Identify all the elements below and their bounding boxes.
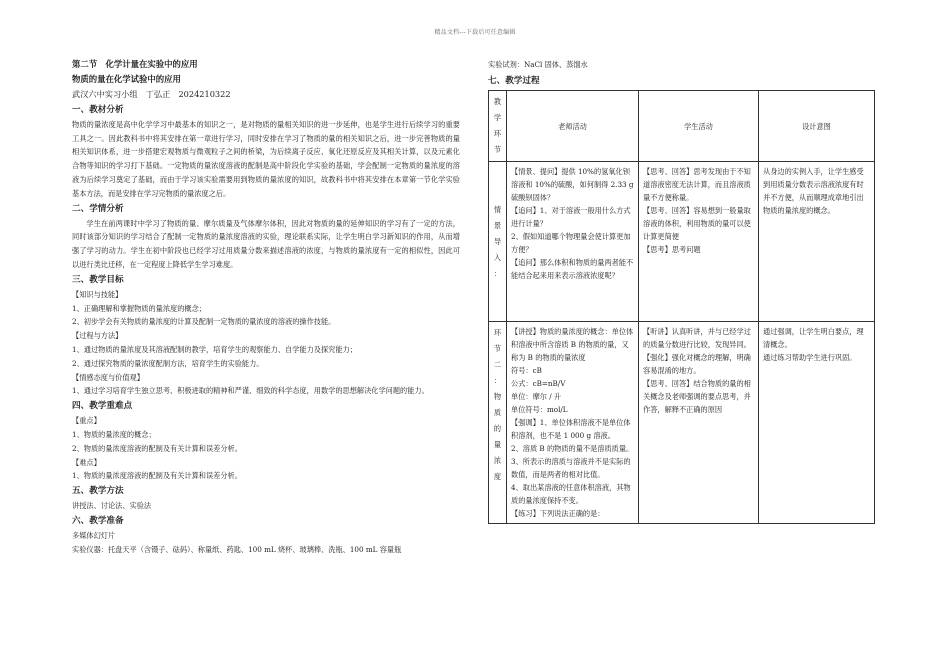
difficulty-item-1: 1、物质的量浓度溶液的配制及有关计算和误差分析。: [72, 471, 242, 481]
heading-key-points: 四、教学重难点: [72, 401, 133, 412]
learner-analysis-paragraph: 学生在前两课时中学习了物质的量、摩尔质量及气体摩尔体积，因此对物质的量的延伸知识的学习有了一定的方法，同时该部分知识的学习结合了配制一定物质的量浓度溶液的实验，理论联系实际，让学生明白学习新知识的作用，从而增强了学习的动力。学生在初中阶段也已经学习过用质量分数来描述溶液的浓度，与物质的量浓度有一定的相似性，因此可以进行类比迁移，在一定程度上降低学生学习难度。: [72, 218, 460, 269]
key-point-item-2: 2、物质的量浓度溶液的配制及有关计算和误差分析。: [72, 443, 242, 453]
goal-knowledge-item-2: 2、初步学会有关物质的量浓度的计算及配制一定物质的量浓度的溶液的操作技能。: [72, 317, 336, 327]
table-row: [489, 322, 875, 524]
student-line: 【强化】强化对概念的理解，明确容易混淆的地方。: [643, 353, 751, 375]
teacher-line: 2、溶质 B 的物质的量不是溶质质量。: [511, 444, 634, 453]
teacher-line: 【强调】1、单位体积溶液不是单位体积溶剂，也不是 1 000 g 溶液。: [511, 418, 631, 440]
header-stage: 教学环节: [489, 91, 507, 162]
teacher-line: 【讲授】物质的量浓度的概念：单位体积溶液中所含溶质 B 的物质的量，又称为 B 的物质的量浓度: [511, 327, 634, 362]
teacher-line: 【情景、提问】提供 10%的氢氧化钡溶液和 10%的硫酸，如何制得 2.33 g 硫酸钡固体？: [511, 167, 634, 202]
difficulty-label: 【难点】: [72, 457, 101, 467]
teacher-line: 2、假如知道哪个物理量会使计算更加方便？: [511, 232, 631, 254]
student-line: 【思考、回答】容易想到一般量取溶液的体积，利用物质的量可以使计算更简便: [643, 206, 751, 241]
lesson-title: 物质的量在化学试验中的应用: [72, 74, 181, 84]
design-line: 通过强调，让学生明白要点，理清概念。: [763, 327, 864, 349]
teacher-line: 【追问】1、对于溶液一般用什么方式进行计量？: [511, 206, 631, 228]
goal-process-label: 【过程与方法】: [72, 331, 123, 341]
goal-attitude-label: 【情感态度与价值观】: [72, 372, 144, 382]
teaching-process-table: [488, 90, 875, 524]
key-point-item-1: 1、物质的量浓度的概念；: [72, 429, 156, 439]
goal-attitude-item-1: 1、通过学习培育学生独立思考、积极进取的精神和严谨、细致的科学态度，用数学的思想解决化学问题的能力。: [72, 386, 429, 396]
teaching-methods-text: 讲授法、讨论法、实验法: [72, 501, 152, 511]
teacher-line: 单位：摩尔 / 升: [511, 392, 562, 401]
teacher-activity-cell: [507, 162, 639, 322]
section-title: 第二节 化学计量在实验中的应用: [72, 59, 198, 69]
teacher-activity-cell: [507, 322, 639, 524]
teacher-line: 3、所表示的溶质与溶液并不是实际的数值，而是两者的相对比值。: [511, 457, 631, 479]
teacher-line: 公式：cB=nB/V: [511, 379, 566, 388]
header-teacher-activity: 老师活动: [507, 91, 639, 162]
student-line: 【思考、回答】思考发现由于不知道溶液密度无法计算，而且溶液质量不方便称量。: [643, 167, 751, 202]
heading-teaching-methods: 五、教学方法: [72, 486, 124, 497]
goal-process-item-1: 1、通过物质的量浓度及其溶液配制的教学，培育学生的观察能力、自学能力及探究能力；: [72, 344, 357, 354]
header-design-intent: 设计意图: [759, 91, 875, 162]
teacher-line: 符号：cB: [511, 366, 542, 375]
header-student-activity: 学生活动: [639, 91, 759, 162]
student-activity-cell: [639, 162, 759, 322]
table-row: [489, 162, 875, 322]
design-line: 通过练习帮助学生进行巩固。: [763, 353, 857, 362]
author-line: 武汉六中实习小组 丁弘正 2024210322: [72, 89, 231, 99]
goal-knowledge-label: 【知识与技能】: [72, 289, 123, 299]
goal-knowledge-item-1: 1、正确理解和掌握物质的量浓度的概念；: [72, 303, 206, 313]
left-column: [72, 58, 460, 557]
teacher-line: 【追问】那么体积和物质的量两者能不能结合起来用来表示溶液浓度呢？: [511, 258, 634, 280]
teacher-line: 单位符号：mol/L: [511, 405, 568, 414]
key-point-label: 【重点】: [72, 416, 101, 426]
preparation-instruments: 实验仪器：托盘天平（含镊子、砝码）、称量纸、药匙、100 mL 烧杯、玻璃棒、洗瓶、100 mL 容量瓶: [72, 544, 402, 554]
textbook-analysis-paragraph: 物质的量浓度是高中化学学习中最基本的知识之一，是对物质的量相关知识的进一步延伸，也是学生进行后续学习的重要工具之一。因此教科书中将其安排在第一章进行学习，同时安排在学习了物质的量的相关知识之后，进一步完善物质的量相关知识体系，进一步搭建宏观物质与微观粒子之间的桥梁，为后续离子反应、氧化还原反应及其相关计算，以及元素化合物等知识的学习打下基础。一定物质的量浓度溶液的配制是高中阶段化学实验的基础，学会配制一定物质的量浓度的溶液为后续学习奠定了基础，而由于学习该实验需要用到物质的量浓度的知识，故教科书中将其安排在本章第一节化学实验基本方法，而是安排在学习完物质的量浓度之后。: [72, 119, 460, 198]
page-header-watermark: 精品文档---下载后可任意编辑: [434, 29, 516, 36]
design-line: 从身边的实例入手，让学生感受到用质量分数表示溶液浓度有时并不方便，从而顺理成章地引出物质的量浓度的概念。: [763, 167, 864, 215]
reagents-line: 实验试剂：NaCl 固体、蒸馏水: [488, 60, 588, 69]
student-activity-cell: [639, 322, 759, 524]
student-line: 【思考、回答】结合物质的量的相关概念及老师强调的要点思考，并作答，解释不正确的原因: [643, 379, 751, 414]
stage-cell: 情景导入：: [489, 162, 507, 322]
teacher-line: 【练习】下列说法正确的是：: [511, 509, 605, 518]
stage-cell: 环节二：物质的量浓度: [489, 322, 507, 524]
right-column: [488, 58, 872, 89]
heading-textbook-analysis: 一、教材分析: [72, 104, 124, 115]
student-line: 【思考】思考问题: [643, 245, 701, 254]
heading-teaching-process: 七、教学过程: [488, 76, 540, 86]
heading-teaching-goals: 三、教学目标: [72, 274, 124, 285]
table-header-row: [489, 91, 875, 162]
goal-process-item-2: 2、通过探究物质的量浓度配制方法，培育学生的实验能力。: [72, 358, 264, 368]
student-line: 【听讲】认真听讲，并与已经学过的质量分数进行比较，发现异同。: [643, 327, 751, 349]
heading-learner-analysis: 二、学情分析: [72, 203, 124, 214]
design-intent-cell: [759, 322, 875, 524]
teacher-line: 4、取出某溶液的任意体积溶液，其物质的量浓度保持不变。: [511, 483, 631, 505]
preparation-multimedia: 多媒体幻灯片: [72, 530, 116, 540]
heading-teaching-preparation: 六、教学准备: [72, 515, 124, 526]
design-intent-cell: [759, 162, 875, 322]
